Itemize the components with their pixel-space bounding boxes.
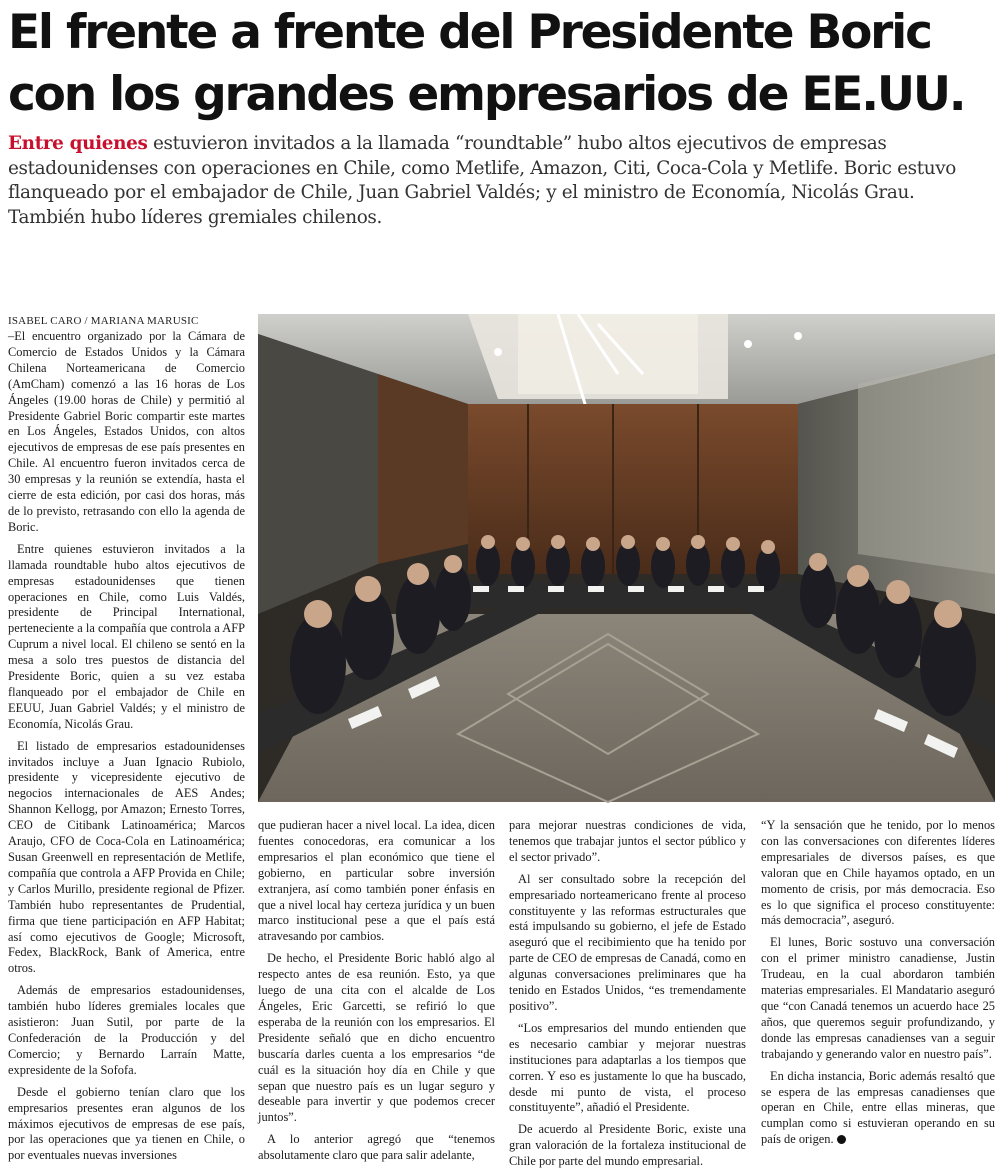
paragraph-text: En dicha instancia, Boric además resaltó que se espera de las empresas canadienses que operan en Chile, entre ellas mineras, que cumplan como si estuvieran operando en su país de origen. — [761, 1068, 995, 1147]
paragraph: El lunes, Boric sostuvo una conversación con el primer ministro canadiense, Justin Trudeau, en la cual abordaron también materias empresariales. El Mandatario aseguró que “con Canadá tenemos un acuerdo hace 25 años, que queremos seguir profundizando, y donde las empresas canadienses van a seguir trabajando y generando valor en nuestro país”. — [761, 935, 995, 1061]
headline — [8, 2, 998, 126]
headline-line-1: El frente a frente del Presidente Boric — [8, 5, 931, 60]
meeting-photo — [258, 314, 995, 802]
paragraph: Entre quienes estuvieron invitados a la llamada roundtable hubo altos ejecutivos de empresas estadounidenses que tienen operaciones en Chile, como Luis Valdés, presidente de Principal International, perteneciente a la compañía que controla a AFP Cuprum a nivel local. El chileno se sentó en la mesa a solo tres puestos de distancia del Presidente Boric, quien a su vez estaba flanqueado por el embajador de Chile en EEUU, Juan Gabriel Valdés; y el ministro de Economía, Nicolás Grau. — [8, 541, 245, 731]
paragraph: Al ser consultado sobre la recepción del empresariado norteamericano frente al proceso constituyente y las reformas estructurales que está impulsando su gobierno, el jefe de Estado aseguró que el recibimiento que ha tenido por parte de CEO de empresas de Canadá, como en algunas conversaciones preliminares que ha tenido en Estados Unidos, “es tremendamente positivo”. — [509, 871, 746, 1013]
lead-paragraph — [8, 132, 993, 230]
lead-highlight: Entre quienes — [8, 133, 148, 154]
meeting-photo-illustration — [258, 314, 995, 802]
paragraph: De acuerdo al Presidente Boric, existe una gran valoración de la fortaleza institucional de Chile por parte del mundo empresarial. — [509, 1122, 746, 1169]
paragraph: que pudieran hacer a nivel local. La idea, dicen fuentes conocedoras, era comunicar a los empresarios el plan económico que tiene el gobierno, en particular sobre inversión extranjera, así como también poner énfasis en que a nivel local hay certeza jurídica y un buen marco institucional pese a que el país está atravesando por cambios. — [258, 818, 495, 944]
paragraph: –El encuentro organizado por la Cámara de Comercio de Estados Unidos y la Cámara Chilena Norteamericana de Comercio (AmCham) comenzó a las 16 horas de Los Ángeles (19.00 horas de Chile) y permitió al Presidente Gabriel Boric compartir este martes en Los Ángeles, Estados Unidos, con altos ejecutivos de empresas de ese país presentes en Chile. Al encuentro fueron invitados cerca de 30 empresas y la reunión se extendía, hasta el cierre de esta edición, por casi dos horas, más de lo previsto, retrasando con ello la agenda de Boric. — [8, 329, 245, 534]
byline: ISABEL CARO / MARIANA MARUSIC — [8, 315, 199, 327]
paragraph: para mejorar nuestras condiciones de vida, tenemos que trabajar juntos el sector público y el sector privado”. — [509, 818, 746, 864]
end-of-article-icon — [837, 1135, 846, 1144]
paragraph: “Los empresarios del mundo entienden que es necesario cambiar y mejorar nuestras instituciones para adaptarlas a los tiempos que corren. Y eso es justamente lo que ha buscado, desde mi punto de vista, el proceso constituyente”, añadió el Presidente. — [509, 1020, 746, 1115]
paragraph: Además de empresarios estadounidenses, también hubo líderes gremiales locales que asistieron: Juan Sutil, por parte de la Confederación de la Producción y del Comercio; y Bernardo Larraín Matte, expresidente de la Sofofa. — [8, 983, 245, 1077]
body-column-1 — [8, 329, 245, 1161]
paragraph: A lo anterior agregó que “tenemos absolutamente claro que para salir adelante, — [258, 1132, 495, 1163]
paragraph: Desde el gobierno tenían claro que los empresarios presentes eran algunos de los máximos ejecutivos de empresas de ese país, por las operaciones que ya tienen en Chile, o por eventuales nuevas inversiones — [8, 1084, 245, 1163]
body-column-3 — [509, 818, 746, 1169]
body-column-4 — [761, 818, 995, 1161]
lead-text: estuvieron invitados a la llamada “roundtable” hubo altos ejecutivos de empresas estadounidenses con operaciones en Chile, como Metlife, Amazon, Citi, Coca-Cola y Metlife. Boric estuvo flanqueado por el embajador de Chile, Juan Gabriel Valdés; y el ministro de Economía, Nicolás Grau. También hubo líderes gremiales chilenos. — [8, 133, 957, 228]
paragraph: El listado de empresarios estadounidenses invitados incluye a Juan Ignacio Rubiolo, presidente y vicepresidente ejecutivo de negocios internacionales de AES Andes; Shannon Kellogg, por Amazon; Ernesto Torres, CEO de Citibank Latinoamérica; Marcos Araujo, CFO de Coca-Cola en Latinoamérica; Susan Greenwell en representación de Metlife, compañía que controla a AFP Provida en Chile; y Carlos Murillo, presidente regional de Pfizer. También hubo representantes de Prudential, firma que tiene participación en AFP Habitat; así como ejecutivos de Google; Microsoft, Fedex, BlackRock, Bank of America, entre otros. — [8, 738, 245, 976]
paragraph: “Y la sensación que he tenido, por lo menos con las conversaciones con diferentes líderes empresariales de diversos países, es que valoran que en Chile hayamos optado, en un momento de crisis, por más democracia. Eso es lo que significa el proceso constituyente: más democracia”, aseguró. — [761, 818, 995, 928]
paragraph: De hecho, el Presidente Boric habló algo al respecto antes de esa reunión. Esto, ya que luego de una cita con el alcalde de Los Ángeles, Eric Garcetti, se refirió lo que esperaba de la reunión con los empresarios. El Presidente señaló que en dicho encuentro buscaría darles cuenta a los empresarios “de cuál es la situación hoy día en Chile y que sepan que nuestro país es un lugar seguro y deseable para invertir y que podemos crecer juntos”. — [258, 951, 495, 1125]
headline-line-2: con los grandes empresarios de EE.UU. — [8, 67, 965, 122]
paragraph — [761, 1069, 995, 1149]
body-column-2 — [258, 818, 495, 1161]
